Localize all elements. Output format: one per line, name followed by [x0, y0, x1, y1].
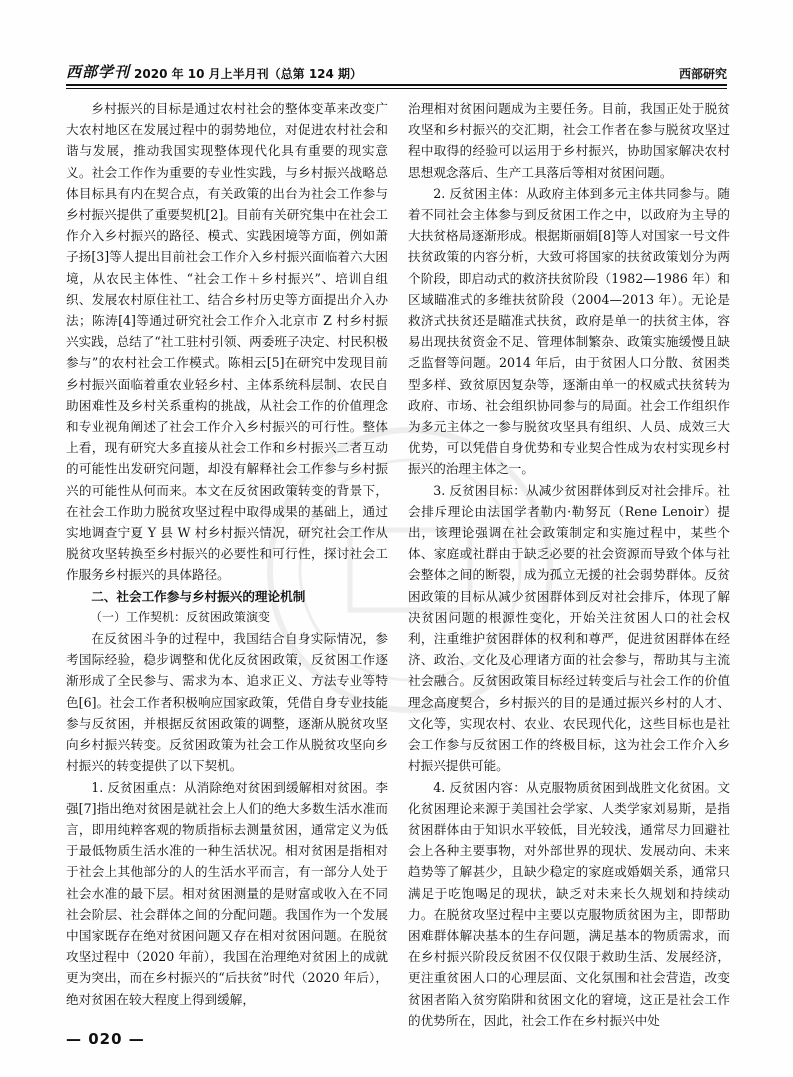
header-rule-thin [66, 88, 727, 89]
right-column [408, 98, 730, 1028]
paragraph: 乡村振兴的目标是通过农村社会的整体变革来改变广大农村地区在发展过程中的弱势地位，对促进农村社会和谐与发展，推动我国实现整体现代化具有重要的现实意义。社会工作作为重要的专业性实践，与乡村振兴战略总体目标具有内在契合点，有关政策的出台为社会工作参与乡村振兴提供了重要契机[2]。目前有关研究集中在社会工作介入乡村振兴的路径、模式、实践困境等方面，例如萧子扬[3]等人提出目前社会工作介入乡村振兴面临着六大困境，从农民主体性、“社会工作＋乡村振兴”、培训自组织、发展农村原住社工、结合乡村历史等方面提出介入办法；陈涛[4]等通过研究社会工作介入北京市 Z 村乡村振兴实践，总结了“社工驻村引领、两委班子决定、村民积极参与”的农村社会工作模式。陈相云[5]在研究中发现目前乡村振兴面临着重农业轻乡村、主体系统科层制、农民自助困难性及乡村关系重构的挑战，从社会工作的价值理念和专业视角阐述了社会工作介入乡村振兴的可行性。整体上看，现有研究大多直接从社会工作和乡村振兴二者互动的可能性出发研究问题，却没有解释社会工作参与乡村振兴的可能性从何而来。本文在反贫困政策转变的背景下，在社会工作助力脱贫攻坚过程中取得成果的基础上，通过实地调查宁夏 Y 县 W 村乡村振兴情况，研究社会工作从脱贫攻坚转换至乡村振兴的必要性和可行性，探讨社会工作服务乡村振兴的具体路径。 [66, 101, 388, 583]
issue-info: 2020 年 10 月上半月刊（总第 124 期） [134, 67, 363, 81]
header-rule [66, 84, 727, 86]
journal-logo: 西部学刊 [66, 63, 131, 81]
header-left [66, 61, 362, 82]
paragraph: 治理相对贫困问题成为主要任务。目前，我国正处于脱贫攻坚和乡村振兴的交汇期，社会工作者在参与脱贫攻坚过程中取得的经验可以运用于乡村振兴，协助国家解决农村思想观念落后、生产工具落后等相对贫困问题。 [408, 101, 730, 180]
article-body [66, 98, 730, 1028]
paragraph: 1. 反贫困重点：从消除绝对贫困到缓解相对贫困。李强[7]指出绝对贫困是就社会上人们的绝大多数生活水准而言，即用纯粹客观的物质指标去测量贫困，通常定义为低于最低物质生活水准的一种生活状况。相对贫困是指相对于社会上其他部分的人的生活水平而言，有一部分人处于社会水准的最下层。相对贫困测量的是财富或收入在不同社会阶层、社会群体之间的分配问题。我国作为一个发展中国家既存在绝对贫困问题又存在相对贫困问题。在脱贫攻坚过程中（2020 年前），我国在治理绝对贫困上的成就更为突出，而在乡村振兴的“后扶贫”时代（2020 年后），绝对贫困在较大程度上得到缓解， [66, 779, 388, 1007]
section-name: 西部研究 [678, 67, 727, 81]
section-heading: 二、社会工作参与乡村振兴的理论机制 [91, 588, 306, 604]
paragraph: 在反贫困斗争的过程中，我国结合自身实际情况，参考国际经验，稳步调整和优化反贫困政策，反贫困工作逐渐形成了全民参与、需求为本、追求正义、方法专业等特色[6]。社会工作者积极响应国家政策，凭借自身专业技能参与反贫困，并根据反贫困政策的调整，逐渐从脱贫攻坚向乡村振兴转变。反贫困政策为社会工作从脱贫攻坚向乡村振兴的转变提供了以下契机。 [66, 631, 388, 774]
page-number: — 020 — [66, 1030, 145, 1048]
left-column [66, 98, 388, 1013]
paragraph: 4. 反贫困内容：从克服物质贫困到战胜文化贫困。文化贫困理论来源于美国社会学家、人类学家刘易斯，是指贫困群体由于知识水平较低，目光较浅，通常尽力回避社会上各种主要事物，对外部世界的现状、发展动向、未来趋势等了解甚少，且缺少稳定的家庭或婚姻关系，通常只满足于吃饱喝足的现状，缺乏对未来长久规划和持续动力。在脱贫攻坚过程中主要以克服物质贫困为主，即帮助困难群体解决基本的生存问题，满足基本的物质需求，而在乡村振兴阶段反贫困不仅仅限于救助生活、发展经济，更注重贫困人口的心理层面、文化氛围和社会营造，改变贫困者陷入贫穷陷阱和贫困文化的窘境，这正是社会工作的优势所在，因此，社会工作在乡村振兴中处 [408, 779, 730, 1028]
paragraph: 3. 反贫困目标：从减少贫困群体到反对社会排斥。社会排斥理论由法国学者勒内·勒努瓦（Rene Lenoir）提出，该理论强调在社会政策制定和实施过程中，某些个体、家庭或社群由于缺乏必要的社会资源而导致个体与社会整体之间的断裂，成为孤立无援的社会弱势群体。反贫困政策的目标从减少贫困群体到反对社会排斥，体现了解决贫困问题的根源性变化，开始关注贫困人口的社会权利，注重维护贫困群体的权利和尊严，促进贫困群体在经济、政治、文化及心理诸方面的社会参与，帮助其与主流社会融合。反贫困政策目标经过转变后与社会工作的价值理念高度契合，乡村振兴的目的是通过振兴乡村的人才、文化等，实现农村、农业、农民现代化，这些目标也是社会工作参与反贫困工作的终极目标，这为社会工作介入乡村振兴提供可能。 [408, 482, 730, 774]
running-header [66, 56, 727, 82]
subsection-heading: （一）工作契机：反贫困政策演变 [90, 609, 271, 624]
paragraph: 2. 反贫困主体：从政府主体到多元主体共同参与。随着不同社会主体参与到反贫困工作之中，以政府为主导的大扶贫格局逐渐形成。根据斯丽娟[8]等人对国家一号文件扶贫政策的内容分析，大致可将国家的扶贫政策划分为两个阶段，即启动式的救济扶贫阶段（1982—1986 年）和区域瞄准式的多维扶贫阶段（2004—2013 年）。无论是救济式扶贫还是瞄准式扶贫，政府是单一的扶贫主体，容易出现扶贫资金不足、管理体制繁杂、政策实施缓慢且缺乏监督等问题。2014 年后，由于贫困人口分散、贫困类型多样、致贫原因复杂等，逐渐由单一的权威式扶贫转为政府、市场、社会组织协同参与的局面。社会工作组织作为多元主体之一参与脱贫攻坚具有组织、人员、成效三大优势，可以凭借自身优势和专业契合性成为农村实现乡村振兴的治理主体之一。 [408, 185, 730, 477]
